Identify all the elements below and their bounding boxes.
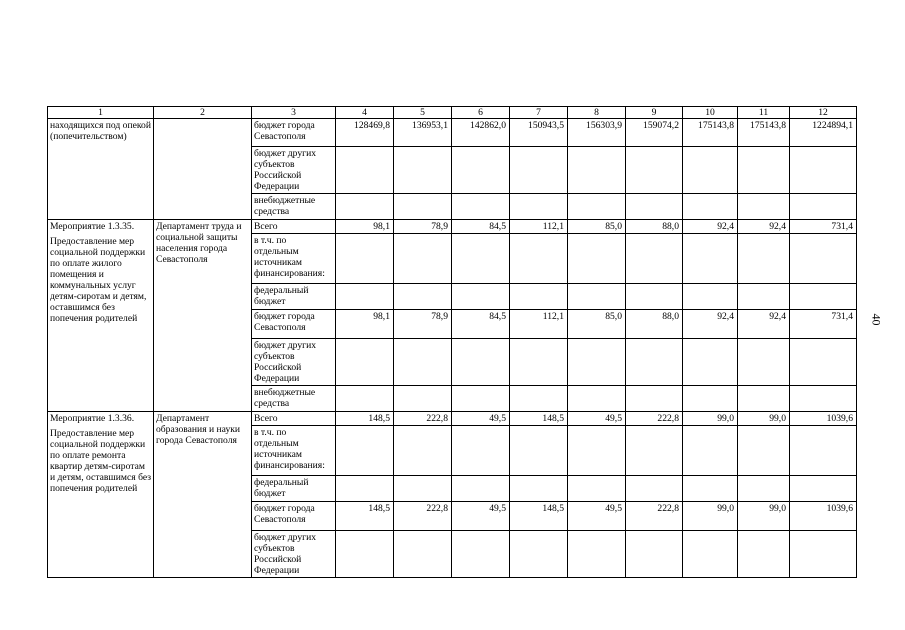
table-row xyxy=(48,412,857,426)
value-cell: 49,5 xyxy=(452,412,510,426)
measure-title: Предоставление мер социальной поддержки по оплате ремонта квартир детям-сиротам и детям, оставшимся без попечения родителей xyxy=(50,428,151,494)
header-cell: 12 xyxy=(790,107,857,119)
value-cell: 136953,1 xyxy=(394,119,452,147)
value-cell xyxy=(738,531,790,578)
value-cell xyxy=(394,531,452,578)
value-cell xyxy=(738,234,790,284)
value-cell: 148,5 xyxy=(510,502,568,531)
value-cell xyxy=(510,194,568,220)
executor-cell: Департамент труда и социальной защиты населения города Севастополя xyxy=(154,220,252,412)
header-cell: 11 xyxy=(738,107,790,119)
value-cell xyxy=(336,339,394,386)
value-cell xyxy=(626,147,683,194)
value-cell xyxy=(510,234,568,284)
value-cell: 222,8 xyxy=(394,502,452,531)
value-cell xyxy=(510,531,568,578)
value-cell: 84,5 xyxy=(452,220,510,234)
source-cell: бюджет других субъектов Российской Федерации xyxy=(252,339,336,386)
value-cell xyxy=(568,476,626,502)
value-cell xyxy=(790,234,857,284)
value-cell: 1224894,1 xyxy=(790,119,857,147)
value-cell: 175143,8 xyxy=(738,119,790,147)
value-cell: 98,1 xyxy=(336,220,394,234)
value-cell xyxy=(336,194,394,220)
source-cell: бюджет других субъектов Российской Федерации xyxy=(252,147,336,194)
value-cell xyxy=(510,284,568,310)
value-cell xyxy=(394,386,452,412)
value-cell: 78,9 xyxy=(394,220,452,234)
source-cell: бюджет города Севастополя xyxy=(252,502,336,531)
value-cell xyxy=(452,339,510,386)
value-cell: 222,8 xyxy=(626,502,683,531)
value-cell xyxy=(790,476,857,502)
source-cell: в т.ч. по отдельным источникам финансирования: xyxy=(252,426,336,476)
value-cell: 1039,6 xyxy=(790,502,857,531)
value-cell xyxy=(510,147,568,194)
value-cell xyxy=(336,476,394,502)
value-cell xyxy=(394,194,452,220)
source-cell: федеральный бюджет xyxy=(252,476,336,502)
value-cell xyxy=(336,147,394,194)
value-cell: 85,0 xyxy=(568,220,626,234)
header-cell: 6 xyxy=(452,107,510,119)
value-cell: 148,5 xyxy=(510,412,568,426)
value-cell: 99,0 xyxy=(738,412,790,426)
value-cell: 92,4 xyxy=(683,220,738,234)
value-cell xyxy=(452,426,510,476)
source-cell: в т.ч. по отдельным источникам финансирования: xyxy=(252,234,336,284)
value-cell xyxy=(790,426,857,476)
value-cell: 99,0 xyxy=(683,502,738,531)
value-cell xyxy=(683,426,738,476)
value-cell: 222,8 xyxy=(394,412,452,426)
value-cell: 142862,0 xyxy=(452,119,510,147)
value-cell xyxy=(336,284,394,310)
value-cell: 88,0 xyxy=(626,220,683,234)
value-cell: 49,5 xyxy=(568,502,626,531)
value-cell xyxy=(452,284,510,310)
value-cell xyxy=(626,531,683,578)
header-cell: 8 xyxy=(568,107,626,119)
value-cell: 112,1 xyxy=(510,220,568,234)
measure-title: Предоставление мер социальной поддержки по оплате жилого помещения и коммунальных услуг детям-сиротам и детям, оставшимся без попечения родителей xyxy=(50,236,147,324)
value-cell xyxy=(568,531,626,578)
value-cell: 78,9 xyxy=(394,310,452,339)
value-cell xyxy=(790,147,857,194)
value-cell xyxy=(790,339,857,386)
value-cell xyxy=(452,147,510,194)
value-cell xyxy=(683,476,738,502)
measure-id: Мероприятие 1.3.35. xyxy=(50,221,135,232)
value-cell xyxy=(568,426,626,476)
value-cell xyxy=(683,339,738,386)
value-cell xyxy=(394,426,452,476)
value-cell xyxy=(738,284,790,310)
source-cell: бюджет города Севастополя xyxy=(252,119,336,147)
value-cell xyxy=(510,339,568,386)
value-cell xyxy=(452,234,510,284)
value-cell: 156303,9 xyxy=(568,119,626,147)
table-row xyxy=(48,119,857,147)
measure-id: Мероприятие 1.3.36. xyxy=(50,413,135,424)
value-cell: 1039,6 xyxy=(790,412,857,426)
value-cell: 148,5 xyxy=(336,502,394,531)
header-cell: 1 xyxy=(48,107,154,119)
value-cell xyxy=(568,194,626,220)
header-cell: 4 xyxy=(336,107,394,119)
value-cell xyxy=(790,531,857,578)
value-cell xyxy=(626,476,683,502)
value-cell xyxy=(452,476,510,502)
value-cell xyxy=(568,234,626,284)
value-cell xyxy=(452,386,510,412)
value-cell xyxy=(336,234,394,284)
value-cell xyxy=(626,194,683,220)
value-cell xyxy=(683,386,738,412)
value-cell: 175143,8 xyxy=(683,119,738,147)
value-cell xyxy=(738,476,790,502)
value-cell xyxy=(394,284,452,310)
executor-cell xyxy=(154,119,252,220)
value-cell xyxy=(683,531,738,578)
value-cell: 92,4 xyxy=(738,220,790,234)
value-cell: 128469,8 xyxy=(336,119,394,147)
value-cell xyxy=(683,234,738,284)
value-cell: 49,5 xyxy=(568,412,626,426)
source-cell: Всего xyxy=(252,412,336,426)
value-cell: 731,4 xyxy=(790,310,857,339)
value-cell xyxy=(790,386,857,412)
value-cell xyxy=(626,339,683,386)
value-cell xyxy=(510,426,568,476)
header-cell: 9 xyxy=(626,107,683,119)
page-number: 40 xyxy=(869,313,884,326)
value-cell: 222,8 xyxy=(626,412,683,426)
value-cell: 98,1 xyxy=(336,310,394,339)
value-cell xyxy=(452,531,510,578)
value-cell xyxy=(683,147,738,194)
value-cell xyxy=(452,194,510,220)
value-cell: 150943,5 xyxy=(510,119,568,147)
value-cell xyxy=(626,284,683,310)
value-cell: 99,0 xyxy=(683,412,738,426)
value-cell xyxy=(510,476,568,502)
measure-cell xyxy=(48,220,154,412)
value-cell xyxy=(510,386,568,412)
measure-cell xyxy=(48,412,154,578)
value-cell: 731,4 xyxy=(790,220,857,234)
value-cell xyxy=(394,476,452,502)
value-cell xyxy=(626,386,683,412)
value-cell: 92,4 xyxy=(683,310,738,339)
header-cell: 10 xyxy=(683,107,738,119)
source-cell: внебюджетные средства xyxy=(252,386,336,412)
source-cell: Всего xyxy=(252,220,336,234)
value-cell xyxy=(738,386,790,412)
value-cell: 92,4 xyxy=(738,310,790,339)
value-cell xyxy=(568,284,626,310)
value-cell xyxy=(336,386,394,412)
value-cell xyxy=(738,147,790,194)
source-cell: федеральный бюджет xyxy=(252,284,336,310)
value-cell: 85,0 xyxy=(568,310,626,339)
value-cell: 159074,2 xyxy=(626,119,683,147)
value-cell xyxy=(336,426,394,476)
header-row xyxy=(48,107,857,119)
value-cell xyxy=(738,194,790,220)
value-cell xyxy=(394,147,452,194)
source-cell: бюджет других субъектов Российской Федерации xyxy=(252,531,336,578)
value-cell: 148,5 xyxy=(336,412,394,426)
value-cell: 49,5 xyxy=(452,502,510,531)
value-cell: 84,5 xyxy=(452,310,510,339)
value-cell xyxy=(790,194,857,220)
value-cell xyxy=(790,284,857,310)
measure-cell: находящихся под опекой (попечительством) xyxy=(48,119,154,220)
value-cell xyxy=(568,147,626,194)
value-cell xyxy=(738,339,790,386)
header-cell: 3 xyxy=(252,107,336,119)
value-cell xyxy=(568,386,626,412)
header-cell: 7 xyxy=(510,107,568,119)
value-cell: 99,0 xyxy=(738,502,790,531)
value-cell: 88,0 xyxy=(626,310,683,339)
value-cell xyxy=(336,531,394,578)
value-cell xyxy=(626,426,683,476)
value-cell xyxy=(683,194,738,220)
value-cell xyxy=(394,339,452,386)
table-row xyxy=(48,220,857,234)
source-cell: бюджет города Севастополя xyxy=(252,310,336,339)
value-cell: 112,1 xyxy=(510,310,568,339)
executor-cell: Департамент образования и науки города Севастополя xyxy=(154,412,252,578)
source-cell: внебюджетные средства xyxy=(252,194,336,220)
value-cell xyxy=(683,284,738,310)
value-cell xyxy=(738,426,790,476)
value-cell xyxy=(394,234,452,284)
header-cell: 5 xyxy=(394,107,452,119)
funding-table xyxy=(47,106,857,578)
value-cell xyxy=(626,234,683,284)
header-cell: 2 xyxy=(154,107,252,119)
value-cell xyxy=(568,339,626,386)
